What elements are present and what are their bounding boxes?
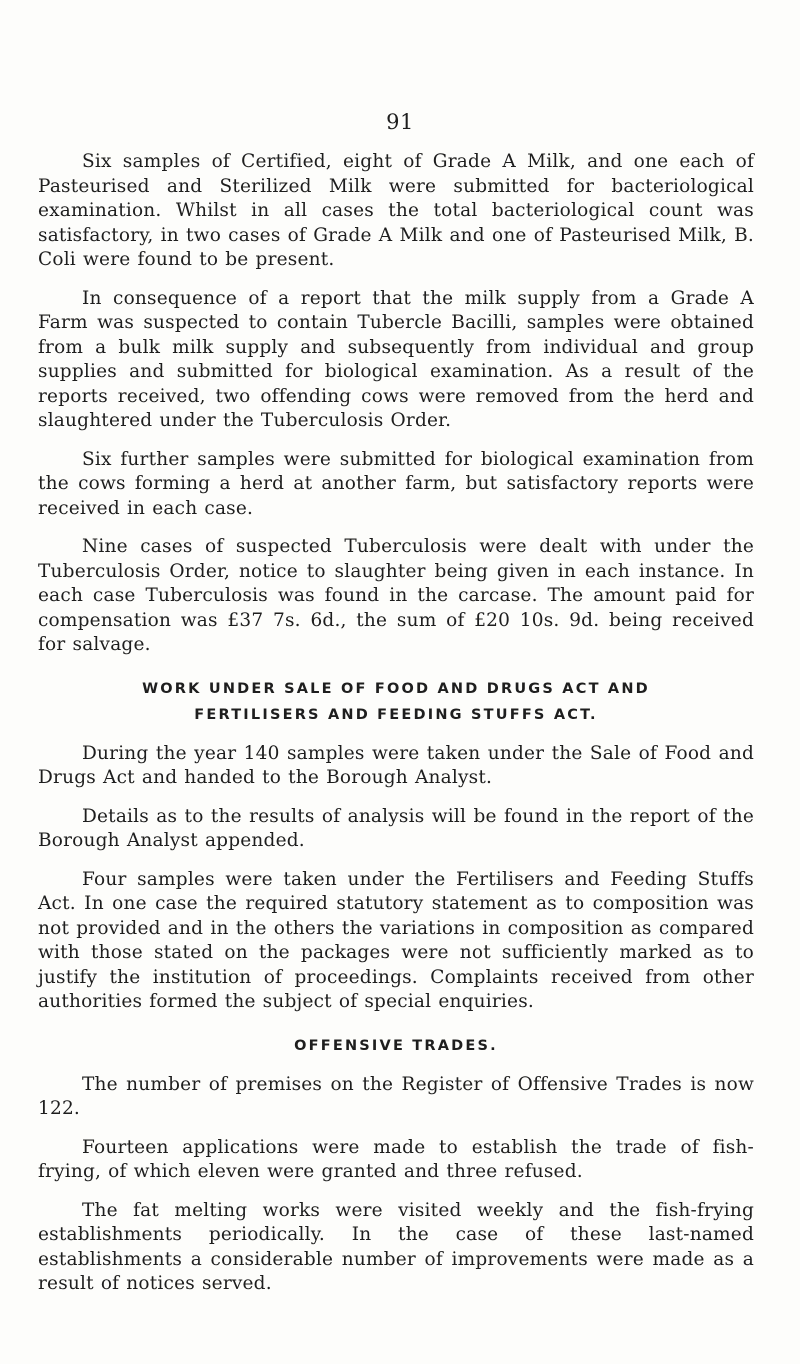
paragraph-analysis-details: Details as to the results of analysis will be found in the report of the Borough Analyst appended.	[38, 805, 754, 851]
section-heading-offensive-trades: OFFENSIVE TRADES.	[294, 1037, 498, 1054]
page-content	[38, 150, 754, 1311]
paragraph-milk-samples: Six samples of Certified, eight of Grade A Milk, and one each of Pasteurised and Sterilized Milk were submitted for bacteriological examination. Whilst in all cases the total bacteriological count was satisfactory, in two cases of Grade A Milk and one of Pasteurised Milk, B. Coli were found to be present.	[38, 151, 754, 270]
paragraph-fish-frying: Fourteen applications were made to establish the trade of fish-frying, of which eleven were granted and three refused.	[38, 1136, 754, 1182]
paragraph-further-samples: Six further samples were submitted for biological examination from the cows forming a herd at another farm, but satisfactory reports were received in each case.	[38, 448, 754, 519]
paragraph-food-samples: During the year 140 samples were taken under the Sale of Food and Drugs Act and handed to the Borough Analyst.	[38, 742, 754, 788]
paragraph-tuberculosis-cases: Nine cases of suspected Tuberculosis were dealt with under the Tuberculosis Order, notice to slaughter being given in each instance. In each case Tuberculosis was found in the carcase. The amount paid for compensation was £37 7s. 6d., the sum of £20 10s. 9d. being received for salvage.	[38, 536, 754, 655]
paragraph-fertilisers: Four samples were taken under the Fertilisers and Feeding Stuffs Act. In one case the required statutory statement as to composition was not provided and in the others the variations in composition as compared with those stated on the packages were not sufficiently marked as to justify the institution of proceedings. Complaints received from other authorities formed the subject of special enquiries.	[38, 868, 754, 1012]
section-heading-food-drugs-line2: FERTILISERS AND FEEDING STUFFS ACT.	[194, 706, 598, 723]
paragraph-fat-melting: The fat melting works were visited weekly and the fish-frying establishments periodically. In the case of these last-named establishments a considerable number of improvements were made as a result of notices served.	[38, 1199, 754, 1294]
page-number: 91	[386, 110, 414, 134]
section-heading-food-drugs-line1: WORK UNDER SALE OF FOOD AND DRUGS ACT AND	[142, 680, 650, 697]
section-heading-food-drugs	[38, 676, 754, 728]
paragraph-grade-a-farm: In consequence of a report that the milk supply from a Grade A Farm was suspected to contain Tubercle Bacilli, samples were obtained from a bulk milk supply and subsequently from individual and group supplies and submitted for biological examination. As a result of the reports received, two offending cows were removed from the herd and slaughtered under the Tuberculosis Order.	[38, 287, 754, 431]
paragraph-offensive-register: The number of premises on the Register of Offensive Trades is now 122.	[38, 1073, 754, 1119]
